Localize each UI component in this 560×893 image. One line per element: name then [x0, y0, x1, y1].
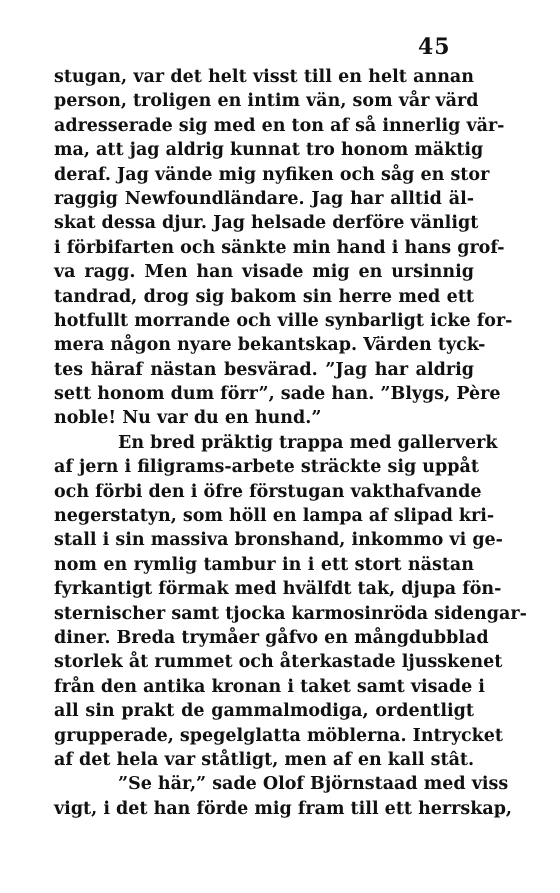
text-line: tes häraf nästan besvärad. ”Jag har aldrig [54, 359, 474, 380]
text-line: från den antika kronan i taket samt visade i [54, 676, 485, 697]
text-line: noble! Nu var du en hund.” [54, 408, 322, 429]
text-line: all sin prakt de gammalmodiga, ordentligt [54, 701, 474, 722]
text-line: stall i sin massiva bronshand, inkommo vi ge- [54, 530, 503, 551]
text-line: mera någon nyare bekantskap. Värden tyck- [54, 335, 486, 356]
text-line: raggig Newfoundländare. Jag har alltid äl- [54, 188, 474, 209]
text-line: person, troligen en intim vän, som vår värd [54, 91, 479, 112]
text-line: va ragg. Men han visade mig en ursinnig [54, 262, 474, 283]
text-line: fyrkantigt förmak med hvälfdt tak, djupa fön- [54, 579, 502, 600]
text-line: grupperade, spegelglatta möblerna. Intrycket [54, 725, 504, 746]
text-line: nom en rymlig tambur in i ett stort nästan [54, 554, 474, 575]
text-line: storlek åt rummet och återkastade ljusskenet [54, 652, 503, 673]
text-line: af det hela var ståtligt, men af en kall stât. [54, 749, 475, 770]
text-line: skat dessa djur. Jag helsade derföre vänligt [54, 213, 479, 234]
text-line: i förbifarten och sänkte min hand i hans grof- [54, 237, 505, 258]
text-line: adresserade sig med en ton af så innerlig vär- [54, 115, 505, 136]
paragraph [54, 65, 513, 431]
body-text [54, 65, 527, 821]
text-line: deraf. Jag vände mig nyfiken och såg en stor [54, 164, 490, 185]
text-line: En bred präktig trappa med gallerverk [118, 432, 498, 453]
text-line: sett honom dum förr”, sade han. ”Blygs, Père [54, 384, 501, 405]
text-line: hotfullt morrande och ville synbarligt icke for- [54, 310, 513, 331]
paragraph [54, 772, 513, 821]
text-line: diner. Breda trymåer gåfvo en mångdubblad [54, 627, 489, 648]
text-line: negerstatyn, som höll en lampa af slipad kri- [54, 506, 495, 527]
text-line: stugan, var det helt visst till en helt annan [54, 67, 474, 87]
text-line: ma, att jag aldrig kunnat tro honom mäktig [54, 140, 484, 161]
page-number: 45 [418, 34, 451, 60]
text-line: tandrad, drog sig bakom sin herre med ett [54, 286, 474, 307]
text-line: vigt, i det han förde mig fram till ett herrskap, [54, 798, 513, 819]
text-line: af jern i filigrams-arbete sträckte sig uppåt [54, 457, 479, 478]
text-line: sternischer samt tjocka karmosinröda sidengar- [54, 603, 527, 624]
paragraph [54, 431, 527, 772]
text-line: och förbi den i öfre förstugan vakthafvande [54, 481, 482, 502]
text-line: ”Se här,” sade Olof Björnstaad med viss [118, 774, 509, 795]
